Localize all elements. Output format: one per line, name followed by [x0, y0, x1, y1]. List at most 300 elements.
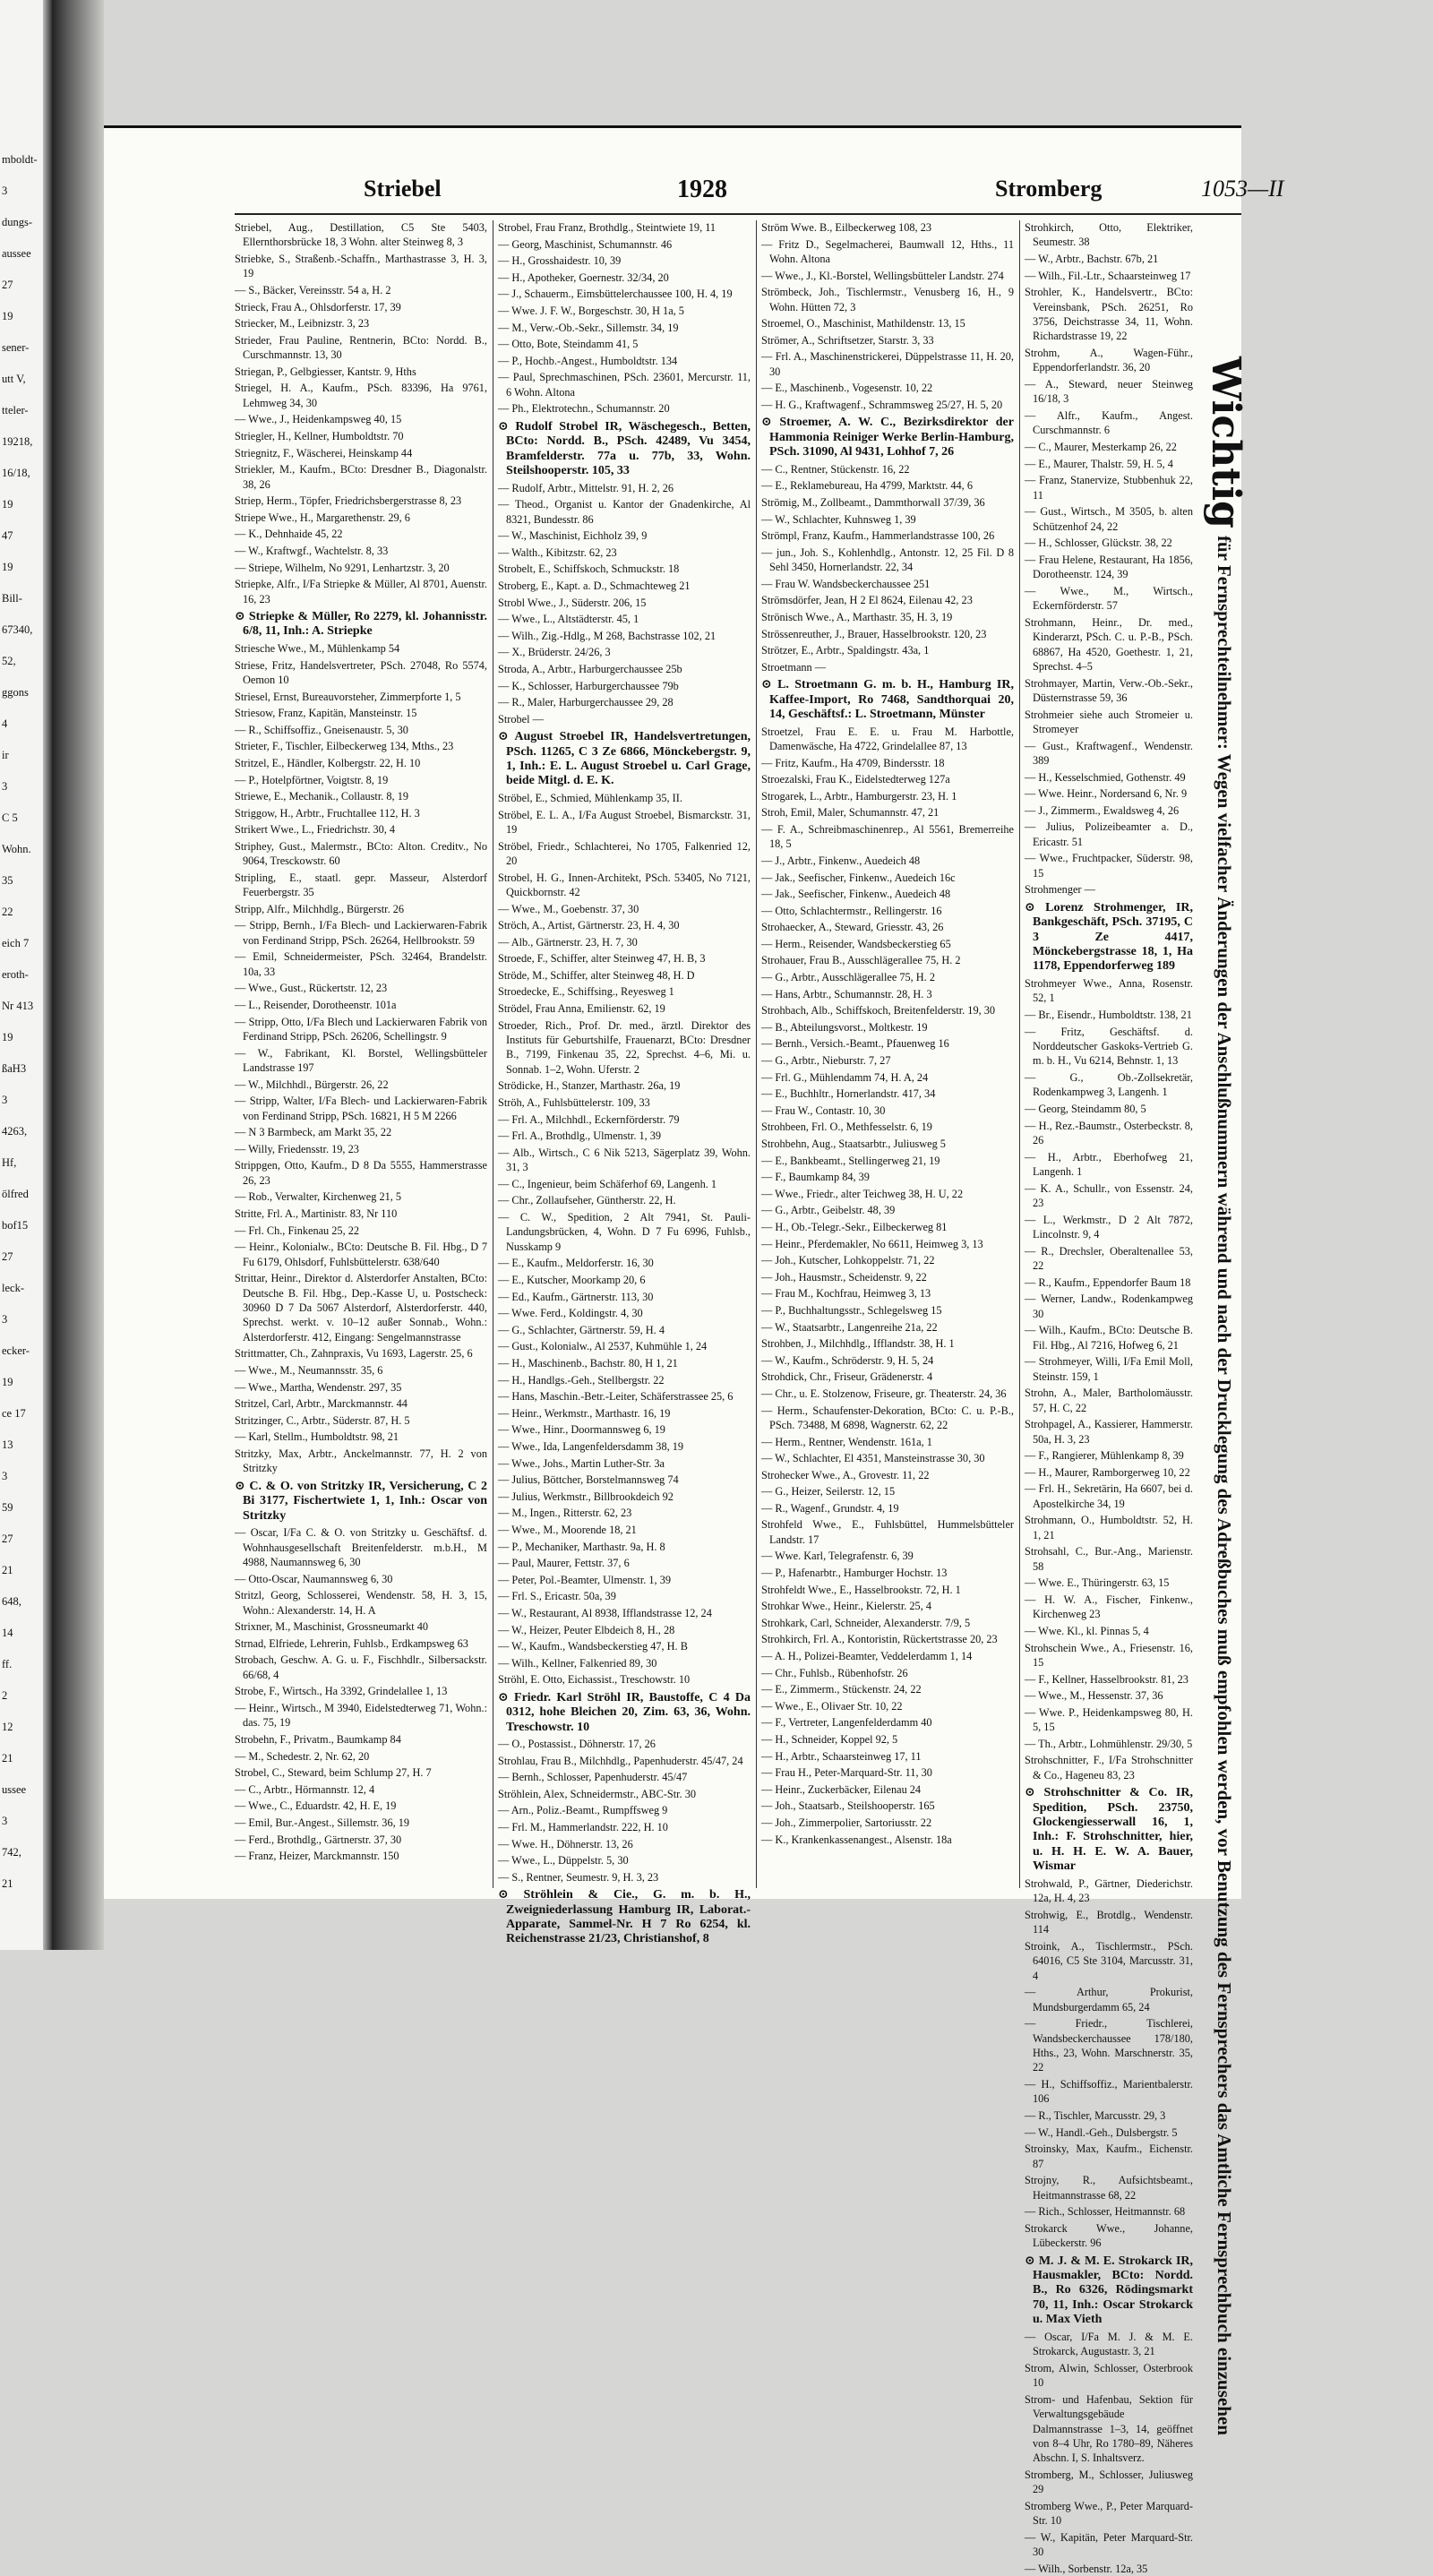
directory-entry: — G., Heizer, Seilerstr. 12, 15: [761, 1485, 896, 1498]
directory-entry: — H., Rez.-Baumstr., Osterbeckstr. 8, 26: [1025, 1119, 1193, 1146]
directory-entry: Striggow, H., Arbtr., Fruchtallee 112, H. 3: [235, 806, 420, 820]
adjacent-page-fragment: ßaH3: [2, 1062, 27, 1075]
directory-entry: — L., Werkmstr., D 2 Alt 7872, Lincolnstr. 9, 4: [1025, 1213, 1193, 1241]
directory-entry: Strohmeier siehe auch Stromeier u. Stromeyer: [1025, 708, 1193, 735]
directory-entry: Strobel —: [498, 712, 544, 726]
directory-entry: — Gust., Wirtsch., M 3505, b. alten Schützenhof 24, 22: [1025, 505, 1193, 533]
directory-entry: Strixner, M., Maschinist, Grossneumarkt 40: [235, 1620, 429, 1634]
directory-entry: Stroemel, O., Maschinist, Mathildenstr. 13, 15: [761, 317, 965, 331]
directory-entry: — Heinr., Werkmstr., Marthastr. 16, 19: [498, 1406, 671, 1420]
directory-entry: Strohler, K., Handelsvertr., BCto: Vereinsbank, PSch. 26251, Ro 3756, Deichstrasse 34, 11, Wohn. Richardstrasse 19, 22: [1025, 286, 1193, 343]
directory-entry: — Hans, Arbtr., Schumannstr. 28, H. 3: [761, 987, 932, 1000]
column-2: [498, 220, 751, 1946]
directory-entry: Strohn, A., Maler, Bartholomäusstr. 57, H. C, 22: [1025, 1387, 1193, 1414]
directory-entry: — H. G., Kraftwagenf., Schrammsweg 25/27, H. 5, 20: [761, 398, 1003, 411]
directory-entry: — H., Arbtr., Eberhofweg 21, Langenh. 1: [1025, 1150, 1193, 1178]
directory-entry: — Paul, Maurer, Fettstr. 37, 6: [498, 1557, 630, 1570]
directory-entry: — W., Fabrikant, Kl. Borstel, Wellingsbütteler Landstrasse 197: [235, 1046, 487, 1075]
directory-entry: — G., Arbtr., Ausschlägerallee 75, H. 2: [761, 971, 935, 984]
directory-entry: — Wilh., Sorbenstr. 12a, 35: [1025, 2563, 1148, 2576]
directory-entry: — L., Reisender, Dorotheenstr. 101a: [235, 999, 397, 1012]
directory-entry: Stritzinger, C., Arbtr., Süderstr. 87, H. 5: [235, 1413, 410, 1427]
directory-entry: Strömbeck, Joh., Tischlermstr., Venusberg 16, H., 9 Wohn. Hütten 72, 3: [761, 286, 1014, 313]
directory-entry: — Wwe. Heinr., Nordersand 6, Nr. 9: [1025, 787, 1188, 801]
directory-entry: Stripling, E., staatl. gepr. Masseur, Alsterdorf Feuerbergstr. 35: [235, 871, 487, 899]
directory-entry: — Willy, Friedensstr. 19, 23: [235, 1142, 359, 1155]
directory-entry: — Wwe. J. F. W., Borgeschstr. 30, H 1a, 5: [498, 304, 684, 317]
directory-entry: Ströbel, Friedr., Schlachterei, No 1705, Falkenried 12, 20: [498, 839, 751, 867]
directory-entry: Striewe, E., Mechanik., Collaustr. 8, 19: [235, 790, 408, 803]
directory-entry: — E., Reklamebureau, Ha 4799, Marktstr. 44, 6: [761, 479, 973, 493]
directory-entry: Ströde, M., Schiffer, alter Steinweg 48, H. D: [498, 968, 695, 982]
directory-entry: Strohecker Wwe., A., Grovestr. 11, 22: [761, 1468, 930, 1481]
directory-entry: Striegel, H. A., Kaufm., PSch. 83396, Ha 9761, Lehmweg 34, 30: [235, 382, 487, 409]
directory-entry: Striepe Wwe., H., Margarethenstr. 29, 6: [235, 511, 410, 524]
directory-entry: — Ph., Elektrotechn., Schumannstr. 20: [498, 402, 670, 416]
directory-entry: — Wwe., Martha, Wendenstr. 297, 35: [235, 1380, 402, 1394]
directory-entry: — P., Mechaniker, Marthastr. 9a, H. 8: [498, 1540, 665, 1553]
adjacent-page-fragment: 47: [2, 529, 13, 542]
directory-entry: — Julius, Werkmstr., Billbrookdeich 92: [498, 1490, 674, 1503]
directory-entry: — H., Kesselschmied, Gothenstr. 49: [1025, 770, 1186, 784]
directory-entry: — F., Rangierer, Mühlenkamp 8, 39: [1025, 1449, 1184, 1463]
adjacent-page-fragment: 27: [2, 1250, 13, 1263]
directory-entry: — Heinr., Zuckerbäcker, Eilenau 24: [761, 1782, 922, 1796]
notice-lead: Wichtig: [1203, 356, 1249, 528]
directory-entry: — Herm., Schaufenster-Dekoration, BCto: C. u. P.-B., PSch. 73488, M 6898, Wagnerstr. 62, 22: [761, 1404, 1014, 1431]
directory-entry: — F., Baumkamp 84, 39: [761, 1171, 870, 1184]
directory-entry: — W., Handl.-Geh., Dulsbergstr. 5: [1025, 2125, 1178, 2139]
adjacent-page-fragment: 19: [2, 310, 13, 322]
adjacent-page-fragment: 19: [2, 561, 13, 573]
directory-entry: — C. W., Spedition, 2 Alt 7941, St. Pauli-Landungsbrücken, 4, Wohn. D 7 Fu 6996, Fuhlsb., Nusskamp 9: [498, 1211, 751, 1253]
page-header: [104, 176, 1284, 215]
directory-entry: — H., Arbtr., Schaarsteinweg 17, 11: [761, 1749, 922, 1763]
directory-entry: — P., Hafenarbtr., Hamburger Hochstr. 13: [761, 1567, 948, 1580]
directory-entry: — H. W. A., Fischer, Finkenw., Kirchenweg 23: [1025, 1593, 1193, 1621]
adjacent-page-fragment: aussee: [2, 247, 31, 260]
adjacent-page-fragment: sener-: [2, 341, 30, 354]
directory-entry: Strömpl, Franz, Kaufm., Hammerlandstrasse 100, 26: [761, 529, 995, 543]
adjacent-page-fragment: 3: [2, 1313, 8, 1326]
directory-entry: — Heinr., Wirtsch., M 3940, Eidelstedterweg 71, Wohn.: das. 75, 19: [235, 1702, 487, 1730]
directory-entry: Strohmann, O., Humboldtstr. 52, H. 1, 21: [1025, 1514, 1193, 1541]
directory-entry: — E., Bankbeamt., Stellingerweg 21, 19: [761, 1154, 940, 1167]
directory-entry: Strohmeyer Wwe., Anna, Rosenstr. 52, 1: [1025, 977, 1193, 1005]
adjacent-page-fragment: 16/18,: [2, 467, 30, 479]
directory-entry: Strohm, A., Wagen-Führ., Eppendorferlandstr. 36, 20: [1025, 347, 1193, 374]
column-3: [761, 220, 1014, 1888]
directory-entry: — K., Schlosser, Harburgerchaussee 79b: [498, 679, 679, 692]
directory-entry: — P., Hochb.-Angest., Humboldtstr. 134: [498, 354, 678, 367]
adjacent-page-fragment: eroth-: [2, 968, 29, 981]
directory-entry: Striebel, Aug., Destillation, C5 Ste 5403, Ellernthorsbrücke 18, 3 Wohn. alter Steinweg 8, 3: [235, 221, 487, 249]
adjacent-page-fragment: ölfred: [2, 1188, 29, 1200]
directory-entry: — W., Heizer, Peuter Elbdeich 8, H., 28: [498, 1623, 675, 1636]
directory-entry: Strohkark, Carl, Schneider, Alexanderstr. 7/9, 5: [761, 1616, 971, 1629]
adjacent-page-fragment: 67340,: [2, 623, 33, 636]
directory-entry: — Wwe. P., Heidenkampsweg 80, H. 5, 15: [1025, 1705, 1193, 1734]
directory-entry: — C., Rentner, Stückenstr. 16, 22: [761, 462, 910, 476]
directory-entry: — H., Maurer, Ramborgerweg 10, 22: [1025, 1465, 1190, 1479]
directory-entry: — Werner, Landw., Rodenkampweg 30: [1025, 1292, 1193, 1320]
directory-entry: Ströhlein, Alex, Schneidermstr., ABC-Str. 30: [498, 1787, 697, 1800]
directory-entry: — Heinr., Pferdemakler, No 6611, Heimweg 3, 13: [761, 1237, 983, 1250]
directory-entry: Stroezalski, Frau K., Eidelstedterweg 127a: [761, 773, 950, 786]
directory-entry: — O., Postassist., Döhnerstr. 17, 26: [498, 1738, 656, 1751]
directory-entry: Stroede, F., Schiffer, alter Steinweg 47, H. B, 3: [498, 952, 706, 966]
directory-entry: — Stripp, Bernh., I/Fa Blech- und Lackierwaren-Fabrik von Ferdinand Stripp, PSch. 26264, Hellbrookstr. 59: [235, 919, 487, 947]
adjacent-page-fragment: 3: [2, 780, 8, 793]
directory-entry: Strokarck Wwe., Johanne, Lübeckerstr. 96: [1025, 2221, 1193, 2250]
directory-entry: — Striepe, Wilhelm, No 9291, Lenhartzstr. 3, 20: [235, 561, 450, 574]
directory-entry: Stroinsky, Max, Kaufm., Eichenstr. 87: [1025, 2142, 1193, 2170]
directory-entry: ⊙ August Stroebel IR, Handelsvertretungen, PSch. 11265, C 3 Ze 6866, Mönckebergstr. 9, 1, Inh.: E. L. August Stroebel u. Carl Grage, beide Mitgl. d. E. K.: [498, 730, 751, 788]
directory-entry: — K., Krankenkassenangest., Alsenstr. 18a: [761, 1833, 952, 1846]
page-edge-shadow: [43, 0, 52, 1950]
directory-entry: — Gust., Kraftwagenf., Wendenstr. 389: [1025, 739, 1193, 767]
directory-entry: — Wilh., Kellner, Falkenried 89, 30: [498, 1656, 657, 1670]
directory-entry: — Frau W., Contastr. 10, 30: [761, 1103, 886, 1117]
directory-entry: Strobelt, E., Schiffskoch, Schmuckstr. 18: [498, 562, 680, 576]
directory-entry: Stromberg, M., Schlosser, Juliusweg 29: [1025, 2469, 1193, 2496]
directory-entry: ⊙ C. & O. von Stritzky IR, Versicherung, C 2 Bi 3177, Fischertwiete 1, 1, Inh.: Oscar von Stritzky: [235, 1479, 487, 1523]
notice-text: für Fernsprechteilnehmer: Wegen vielfacher Änderungen der Anschlußnummern während und nach der Drucklegung des Adreßbuches muß empfohlen werden, vor Benutzung des Fernsprechers das Amtliche Fernsprechbuch einzusehen: [1214, 535, 1235, 2435]
directory-entry: — Arn., Poliz.-Beamt., Rumpffsweg 9: [498, 1804, 668, 1817]
directory-entry: ⊙ L. Stroetmann G. m. b. H., Hamburg IR, Kaffee-Import, Ro 7468, Sandthorquai 20, 14, Geschäftsf.: L. Stroetmann, Münster: [761, 678, 1014, 721]
directory-entry: Striep, Herm., Töpfer, Friedrichsbergerstrasse 8, 23: [235, 494, 462, 508]
directory-entry: Stritzel, Carl, Arbtr., Marckmannstr. 44: [235, 1397, 408, 1411]
directory-entry: — Herm., Rentner, Wendenstr. 161a, 1: [761, 1435, 932, 1448]
directory-entry: Stritzl, Georg, Schlosserei, Wendenstr. 58, H. 3, 15, Wohn.: Alexanderstr. 14, H. A: [235, 1589, 487, 1617]
adjacent-page-fragment: 19218,: [2, 435, 33, 448]
directory-entry: — Georg, Maschinist, Schumannstr. 46: [498, 237, 673, 251]
directory-entry: — R., Maler, Harburgerchaussee 29, 28: [498, 696, 674, 709]
header-rule: [235, 213, 1241, 215]
adjacent-page-fragment: 21: [2, 1877, 13, 1890]
directory-entry: Strohkirch, Otto, Elektriker, Seumestr. 38: [1025, 221, 1193, 249]
directory-entry: — Frl. A., Maschinenstrickerei, Düppelstrasse 11, H. 20, 30: [761, 350, 1014, 378]
directory-entry: — Frl. H., Sekretärin, Ha 6607, bei d. Apostelkirche 34, 19: [1025, 1482, 1193, 1510]
directory-entry: Strogarek, L., Arbtr., Hamburgerstr. 23, H. 1: [761, 789, 957, 803]
directory-entry: — G., Arbtr., Nieburstr. 7, 27: [761, 1054, 891, 1068]
directory-entry: — Chr., Fuhlsb., Rübenhofstr. 26: [761, 1666, 908, 1679]
directory-entry: — Walth., Kibitzstr. 62, 23: [498, 545, 617, 559]
directory-entry: — Heinr., Kolonialw., BCto: Deutsche B. Fil. Hbg., D 7 Fu 6179, Ohlsdorf, Fuhlsbüttelerstr. 638/640: [235, 1241, 487, 1268]
directory-entry: — Franz, Stanervize, Stubbenhuk 22, 11: [1025, 474, 1193, 502]
directory-entry: Strohwig, E., Brotdlg., Wendenstr. 114: [1025, 1908, 1193, 1936]
directory-entry: — Otto, Schlachtermstr., Rellingerstr. 16: [761, 904, 942, 917]
directory-entry: — Theod., Organist u. Kantor der Gnadenkirche, Al 8321, Bundesstr. 86: [498, 498, 751, 526]
directory-entry: — Stripp, Walter, I/Fa Blech- und Lackierwaren-Fabrik von Ferdinand Stripp, PSch. 16821, H 5 M 2266: [235, 1095, 487, 1122]
directory-entry: Strojny, R., Aufsichtsbeamt., Heitmannstrasse 68, 22: [1025, 2174, 1193, 2202]
directory-entry: — W., Kaufm., Wandsbeckerstieg 47, H. B: [498, 1640, 688, 1653]
directory-entry: Striphey, Gust., Malermstr., BCto: Alton. Creditv., No 9064, Tresckowstr. 60: [235, 839, 487, 868]
directory-entry: — Frau H., Peter-Marquard-Str. 11, 30: [761, 1766, 932, 1780]
directory-entry: — Joh., Staatsarb., Steilshooperstr. 165: [761, 1799, 935, 1813]
directory-entry: — Otto-Oscar, Naumannsweg 6, 30: [235, 1572, 393, 1585]
adjacent-page-fragment: bof15: [2, 1219, 29, 1232]
directory-entry: — K., Dehnhaide 45, 22: [235, 528, 343, 541]
directory-entry: — Frl. A., Brothdlg., Ulmenstr. 1, 39: [498, 1129, 662, 1143]
directory-entry: — Joh., Zimmerpolier, Sartoriusstr. 22: [761, 1816, 932, 1829]
directory-entry: — Wwe., E., Olivaer Str. 10, 22: [761, 1699, 903, 1713]
directory-entry: Strnad, Elfriede, Lehrerin, Fuhlsb., Erdkampsweg 63: [235, 1636, 468, 1650]
adjacent-page-fragment: 12: [2, 1721, 13, 1733]
directory-entry: Strohmayer, Martin, Verw.-Ob.-Sekr., Düsternstrasse 59, 36: [1025, 676, 1193, 704]
directory-entry: — W., Milchhdl., Bürgerstr. 26, 22: [235, 1078, 389, 1091]
directory-entry: — Oscar, I/Fa M. J. & M. E. Strokarck, Augustastr. 3, 21: [1025, 2330, 1193, 2358]
directory-entry: — Wwe., J., Kl.-Borstel, Wellingsbütteler Landstr. 274: [761, 269, 1004, 282]
directory-entry: Strobel, C., Steward, beim Schlump 27, H. 7: [235, 1766, 432, 1780]
directory-entry: Strohbeen, Frl. O., Methfesselstr. 6, 19: [761, 1121, 932, 1134]
directory-entry: Striesow, Franz, Kapitän, Mansteinstr. 15: [235, 707, 417, 720]
directory-entry: Stritte, Frl. A., Martinistr. 83, Nr 110: [235, 1207, 398, 1221]
directory-entry: — Emil, Schneidermeister, PSch. 32464, Brandelstr. 10a, 33: [235, 950, 487, 978]
directory-entry: — A., Steward, neuer Steinweg 16/18, 3: [1025, 378, 1193, 406]
directory-entry: — W., Kraftwgf., Wachtelstr. 8, 33: [235, 544, 389, 557]
directory-entry: — H., Apotheker, Goernestr. 32/34, 20: [498, 270, 669, 284]
directory-entry: — Alb., Gärtnerstr. 23, H. 7, 30: [498, 935, 638, 949]
directory-entry: Strohfeldt Wwe., E., Hasselbrookstr. 72, H. 1: [761, 1583, 961, 1596]
directory-entry: Stromberg Wwe., P., Peter Marquard-Str. 10: [1025, 2500, 1193, 2528]
directory-entry: — Wwe., L., Düppelstr. 5, 30: [498, 1854, 629, 1868]
directory-entry: Striebke, S., Straßenb.-Schaffn., Marthastrasse 3, H. 3, 19: [235, 253, 487, 280]
directory-entry: Strittmatter, Ch., Zahnpraxis, Vu 1693, Lagerstr. 25, 6: [235, 1347, 473, 1361]
directory-entry: Strohbach, Alb., Schiffskoch, Breitenfelderstr. 19, 30: [761, 1004, 996, 1018]
directory-entry: Stroh, Emil, Maler, Schumannstr. 47, 21: [761, 806, 940, 820]
directory-entry: — Frl. G., Mühlendamm 74, H. A, 24: [761, 1070, 929, 1084]
directory-entry: Strittar, Heinr., Direktor d. Alsterdorfer Anstalten, BCto: Deutsche B. Fil. Hbg., Dep.-Kasse U, u. Postscheck: 30960 D 7 Da 5067 Alsterdorf, Alsterdorferstr. 440, Sprechst. werkt. v. 10–12 außer Sonnab., Wohn.: Alsterdorferstr. 412, Eingang: Sengelmannstrasse: [235, 1272, 487, 1344]
directory-entry: Striesche Wwe., M., Mühlenkamp 54: [235, 641, 400, 655]
directory-entry: — Karl, Stellm., Humboldtstr. 98, 21: [235, 1430, 399, 1444]
directory-entry: — Rudolf, Arbtr., Mittelstr. 91, H. 2, 26: [498, 481, 674, 494]
directory-entry: Strohwald, P., Gärtner, Diederichstr. 12a, H. 4, 23: [1025, 1876, 1193, 1905]
directory-entry: — Wwe., Hinr., Doormannsweg 6, 19: [498, 1423, 665, 1437]
directory-entry: — Otto, Bote, Steindamm 41, 5: [498, 338, 639, 351]
adjacent-page-fragment: 3: [2, 1815, 8, 1827]
directory-entry: Strohschnitter, F., I/Fa Strohschnitter & Co., Hageneu 83, 23: [1025, 1754, 1193, 1782]
adjacent-page-fragment: 21: [2, 1752, 13, 1765]
directory-entry: Strödicke, H., Stanzer, Marthastr. 26a, 19: [498, 1079, 681, 1093]
directory-entry: Ströbel, E. L. A., I/Fa August Stroebel, Bismarckstr. 31, 19: [498, 808, 751, 836]
directory-entry: Strom, Alwin, Schlosser, Osterbrook 10: [1025, 2361, 1193, 2390]
directory-entry: — Paul, Sprechmaschinen, PSch. 23601, Mercurstr. 11, 6 Wohn. Altona: [498, 371, 751, 399]
directory-entry: — S., Rentner, Seumestr. 9, H. 3, 23: [498, 1870, 659, 1884]
directory-entry: — Joh., Kutscher, Lohkoppelstr. 71, 22: [761, 1254, 935, 1267]
directory-entry: — H., Schneider, Koppel 92, 5: [761, 1733, 898, 1746]
directory-entry: — R., Wagenf., Grundstr. 4, 19: [761, 1501, 899, 1515]
directory-entry: Strömsdörfer, Jean, H 2 El 8624, Eilenau 42, 23: [761, 594, 973, 607]
directory-entry: — Alfr., Kaufm., Angest. Curschmannstr. 6: [1025, 409, 1193, 437]
directory-entry: Stroeder, Rich., Prof. Dr. med., ärztl. Direktor des Instituts für Geburtshilfe, Frauenarzt, BCto: Dresdner B., 7199, Finkenau 35, 22, Sprechst. 4–6, Mi. u. Sonnab. 1–2, Wohn. Uferstr. 2: [498, 1018, 751, 1076]
directory-entry: Strömig, M., Zollbeamt., Dammthorwall 37/39, 36: [761, 495, 985, 509]
header-year: 1928: [677, 176, 727, 203]
adjacent-page-fragment: 59: [2, 1501, 13, 1514]
directory-entry: Striegan, P., Gelbgiesser, Kantstr. 9, Hths: [235, 365, 416, 378]
adjacent-page-fragment: Bill-: [2, 592, 22, 605]
directory-entry: — Wwe., Gust., Rückertstr. 12, 23: [235, 982, 388, 995]
directory-entry: ⊙ M. J. & M. E. Strokarck IR, Hausmakler, BCto: Nordd. B., Ro 6326, Rödingsmarkt 70, 11, Inh.: Oscar Strokarck u. Max Vieth: [1025, 2254, 1193, 2327]
directory-entry: Strohben, J., Milchhdlg., Ifflandstr. 38, H. 1: [761, 1337, 955, 1351]
directory-entry: — P., Hotelpförtner, Voigtstr. 8, 19: [235, 773, 389, 786]
adjacent-page-fragment: eich 7: [2, 937, 30, 949]
directory-entry: — Wwe., M., Goebenstr. 37, 30: [498, 902, 639, 915]
directory-entry: — J., Schauerm., Eimsbüttelerchaussee 100, H. 4, 19: [498, 288, 733, 301]
directory-entry: — Chr., u. E. Stolzenow, Friseure, gr. Theaterstr. 24, 36: [761, 1387, 1007, 1400]
directory-entry: — M., Verw.-Ob.-Sekr., Sillemstr. 34, 19: [498, 321, 679, 334]
directory-entry: — Jak., Seefischer, Finkenw., Auedeich 16c: [761, 871, 956, 884]
directory-entry: — Herm., Reisender, Wandsbeckerstieg 65: [761, 937, 951, 950]
directory-entry: — M., Schedestr. 2, Nr. 62, 20: [235, 1749, 370, 1763]
column-divider: [1019, 220, 1020, 1888]
directory-entry: — Alb., Wirtsch., C 6 Nik 5213, Sägerplatz 39, Wohn. 31, 3: [498, 1146, 751, 1174]
directory-entry: Strobel, Frau Franz, Brothdlg., Steintwiete 19, 11: [498, 221, 716, 234]
directory-entry: Stroberg, E., Kapt. a. D., Schmachteweg 21: [498, 579, 691, 592]
directory-entry: — Gust., Kolonialw., Al 2537, Kuhmühle 1, 24: [498, 1340, 708, 1353]
directory-entry: Strieter, F., Tischler, Eilbeckerweg 134, Mths., 23: [235, 740, 454, 753]
adjacent-page-fragment: 27: [2, 279, 13, 291]
directory-entry: — Arthur, Prokurist, Mundsburgerdamm 65, 24: [1025, 1986, 1193, 2014]
directory-entry: — E., Kutscher, Moorkamp 20, 6: [498, 1274, 646, 1287]
directory-entry: Strohauer, Frau B., Ausschlägerallee 75, H. 2: [761, 954, 961, 967]
directory-entry: Ströch, A., Artist, Gärtnerstr. 23, H. 4, 30: [498, 919, 680, 932]
header-first-name: Striebel: [364, 176, 442, 202]
directory-entry: — Wilh., Kaufm., BCto: Deutsche B. Fil. Hbg., Al 7216, Hofweg 6, 21: [1025, 1324, 1193, 1352]
directory-entry: Stritzel, E., Händler, Kolbergstr. 22, H. 10: [235, 756, 421, 769]
directory-entry: Strohmann, Heinr., Dr. med., Kinderarzt, PSch. C. u. P.-B., PSch. 68867, Ha 4520, Goethestr. 1, 21, Sprechst. 4–5: [1025, 615, 1193, 673]
directory-entry: — W., Schlachter, Kuhnsweg 1, 39: [761, 512, 916, 526]
directory-entry: — G., Ob.-Zollsekretär, Rodenkampweg 3, Langenh. 1: [1025, 1071, 1193, 1099]
directory-entry: Stroedecke, E., Schiffsing., Reyesweg 1: [498, 985, 674, 999]
directory-entry: Stritzky, Max, Arbtr., Anckelmannstr. 77, H. 2 von Stritzky: [235, 1447, 487, 1475]
directory-entry: — C., Ingenieur, beim Schäferhof 69, Langenh. 1: [498, 1177, 717, 1190]
directory-entry: — Stripp, Otto, I/Fa Blech und Lackierwaren Fabrik von Ferdinand Stripp, PSch. 26206, Schellingstr. 9: [235, 1015, 487, 1043]
directory-entry: Striegnitz, F., Wäscherei, Heinskamp 44: [235, 446, 413, 459]
directory-entry: — Wwe., M., Hessenstr. 37, 36: [1025, 1689, 1163, 1703]
directory-entry: — Franz, Heizer, Marckmannstr. 150: [235, 1850, 399, 1863]
adjacent-page-fragment: 3: [2, 185, 8, 197]
directory-entry: — Wwe. Ferd., Koldingstr. 4, 30: [498, 1307, 643, 1320]
directory-entry: — X., Brüderstr. 24/26, 3: [498, 646, 611, 659]
adjacent-page-fragment: 19: [2, 498, 13, 511]
directory-entry: ⊙ Lorenz Strohmenger, IR, Bankgeschäft, PSch. 37195, C 3 Ze 4417, Mönckebergstrasse 18, 1, Ha 1178, Eppendorferweg 189: [1025, 900, 1193, 974]
directory-entry: — E., Buchhltr., Hornerlandstr. 417, 34: [761, 1087, 936, 1101]
adjacent-page-strip: [0, 0, 52, 1950]
top-rule: [104, 125, 1241, 128]
directory-entry: — Ferd., Brothdlg., Gärtnerstr. 37, 30: [235, 1833, 402, 1846]
adjacent-page-fragment: 13: [2, 1438, 13, 1451]
directory-entry: — Oscar, I/Fa C. & O. von Stritzky u. Geschäftsf. d. Wohnhausgesellschaft Breitenfelderstr. m.b.H., M 4988, Naumannsweg 6, 30: [235, 1526, 487, 1569]
directory-entry: Stroda, A., Arbtr., Harburgerchaussee 25b: [498, 662, 682, 675]
directory-entry: — E., Zimmerm., Stückenstr. 24, 22: [761, 1683, 922, 1696]
directory-entry: — Wwe., L., Altstädterstr. 45, 1: [498, 613, 639, 626]
directory-entry: Stripp, Alfr., Milchhdlg., Bürgerstr. 26: [235, 902, 405, 915]
directory-entry: — B., Abteilungsvorst., Moltkestr. 19: [761, 1020, 928, 1034]
directory-entry: — H., Maschinenb., Bachstr. 80, H 1, 21: [498, 1357, 678, 1370]
directory-entry: Striecker, M., Leibnizstr. 3, 23: [235, 317, 370, 331]
directory-entry: — R., Drechsler, Oberaltenallee 53, 22: [1025, 1244, 1193, 1272]
adjacent-page-fragment: leck-: [2, 1282, 24, 1294]
directory-entry: Strom- und Hafenbau, Sektion für Verwaltungsgebäude Dalmannstrasse 1–3, 14, geöffnet von 8–4 Uhr, Ro 1780–89, Näheres Abschn. I, S. Inhaltsverz.: [1025, 2392, 1193, 2465]
directory-entry: — Wwe. Karl, Telegrafenstr. 6, 39: [761, 1550, 914, 1563]
directory-entry: Stroetzel, Frau E. E. u. Frau M. Harbottle, Damenwäsche, Ha 4722, Grindelallee 87, 13: [761, 725, 1014, 752]
directory-entry: — W., Schlachter, El 4351, Mansteinstrasse 30, 30: [761, 1452, 985, 1465]
directory-entry: — Strohmeyer, Willi, I/Fa Emil Moll, Steinstr. 159, 1: [1025, 1355, 1193, 1383]
directory-entry: — F., Kellner, Hasselbrookstr. 81, 23: [1025, 1672, 1188, 1686]
adjacent-page-fragment: tteler-: [2, 404, 29, 416]
directory-entry: Strohfeld Wwe., E., Fuhlsbüttel, Hummelsbütteler Landstr. 17: [761, 1518, 1014, 1546]
directory-entry: ⊙ Strohschnitter & Co. IR, Spedition, PSch. 23750, Glockengiesserwall 16, 1, Inh.: F. Strohschnitter, hier, u. H. H. E. W. A. Bauer, Wismar: [1025, 1786, 1193, 1874]
directory-entry: — Julius, Polizeibeamter a. D., Ericastr. 51: [1025, 820, 1193, 848]
directory-entry: — A. H., Polizei-Beamter, Veddelerdamm 1, 14: [761, 1650, 973, 1663]
directory-entry: — Wwe., Ida, Langenfeldersdamm 38, 19: [498, 1439, 684, 1453]
adjacent-page-fragment: 27: [2, 1533, 13, 1545]
directory-entry: — H., Schlosser, Glückstr. 38, 22: [1025, 537, 1172, 550]
directory-entry: — Frl. S., Ericastr. 50a, 39: [498, 1590, 616, 1603]
directory-entry: Strömer, A., Schriftsetzer, Starstr. 3, 33: [761, 333, 934, 347]
directory-entry: Strobehn, F., Privatm., Baumkamp 84: [235, 1733, 401, 1746]
adjacent-page-fragment: Hf,: [2, 1156, 17, 1169]
directory-entry: — Wwe., Johs., Martin Luther-Str. 3a: [498, 1456, 665, 1470]
directory-entry: Strobel, H. G., Innen-Architekt, PSch. 53405, No 7121, Quickbornstr. 42: [498, 871, 751, 898]
directory-entry: — W., Maschinist, Eichholz 39, 9: [498, 529, 648, 543]
directory-entry: — Wwe., Friedr., alter Teichweg 38, H. U, 22: [761, 1187, 964, 1200]
directory-entry: — J., Arbtr., Finkenw., Auedeich 48: [761, 854, 921, 867]
adjacent-page-fragment: ff.: [2, 1658, 13, 1670]
directory-entry: Strieck, Frau A., Ohlsdorferstr. 17, 39: [235, 300, 401, 313]
directory-entry: — Frl. M., Hammerlandstr. 222, H. 10: [498, 1821, 668, 1834]
directory-entry: ⊙ Friedr. Karl Ströhl IR, Baustoffe, C 4 Da 0312, hohe Bleichen 20, Zim. 63, 36, Wohn. Treschowstr. 10: [498, 1690, 751, 1734]
adjacent-page-fragment: 35: [2, 874, 13, 887]
directory-entry: — Frl. A., Milchhdl., Eckernförderstr. 79: [498, 1112, 680, 1126]
directory-entry: — Julius, Böttcher, Borstelmannsweg 74: [498, 1473, 679, 1487]
adjacent-page-fragment: utt V,: [2, 373, 26, 385]
directory-entry: Strönisch Wwe., A., Marthastr. 35, H. 3, 19: [761, 610, 953, 623]
directory-page: [104, 125, 1284, 2576]
directory-entry: — W., Staatsarbtr., Langenreihe 21a, 22: [761, 1320, 938, 1334]
directory-entry: — N 3 Barmbeck, am Markt 35, 22: [235, 1126, 392, 1139]
directory-entry: — F. A., Schreibmaschinenrep., Al 5561, Bremerreihe 18, 5: [761, 822, 1014, 851]
column-1: [235, 220, 487, 1888]
adjacent-page-fragment: mboldt-: [2, 153, 38, 166]
directory-entry: — Wwe., M., Moorende 18, 21: [498, 1523, 637, 1536]
directory-entry: — E., Maschinenb., Vogesenstr. 10, 22: [761, 382, 933, 395]
directory-entry: — Joh., Hausmstr., Scheidenstr. 9, 22: [761, 1270, 927, 1284]
directory-entry: — Frau Helene, Restaurant, Ha 1856, Dorotheenstr. 124, 39: [1025, 553, 1193, 581]
directory-entry: — Wilh., Fil.-Ltr., Schaarsteinweg 17: [1025, 269, 1191, 282]
directory-entry: Strohsahl, C., Bur.-Ang., Marienstr. 58: [1025, 1545, 1193, 1573]
adjacent-page-fragment: 742,: [2, 1846, 21, 1859]
directory-entry: — H., Grosshaidestr. 10, 39: [498, 254, 622, 268]
adjacent-page-fragment: 19: [2, 1031, 13, 1043]
directory-entry: — W., Kaufm., Schröderstr. 9, H. 5, 24: [761, 1353, 934, 1367]
directory-entry: Strohmenger —: [1025, 883, 1095, 897]
directory-entry: Ströh, A., Fuhlsbüttelerstr. 109, 33: [498, 1096, 650, 1110]
column-divider: [756, 220, 757, 1888]
directory-entry: Strohpagel, A., Kassierer, Hammerstr. 50a, H. 3, 23: [1025, 1418, 1193, 1446]
directory-entry: Strohkar Wwe., Heinr., Kielerstr. 25, 4: [761, 1600, 931, 1613]
directory-entry: — Br., Eisendr., Humboldtstr. 138, 21: [1025, 1009, 1192, 1021]
directory-entry: — Chr., Zollaufseher, Güntherstr. 22, H.: [498, 1194, 676, 1207]
adjacent-page-fragment: 4263,: [2, 1125, 28, 1138]
directory-entry: — G., Arbtr., Geibelstr. 48, 39: [761, 1204, 896, 1217]
directory-entry: Striegler, H., Kellner, Humboldtstr. 70: [235, 429, 404, 442]
directory-entry: — Wwe., C., Eduardstr. 42, H. E, 19: [235, 1799, 397, 1813]
directory-entry: Strobach, Geschw. A. G. u. F., Fischhdlr., Silbersackstr. 66/68, 4: [235, 1653, 487, 1681]
directory-entry: — W., Arbtr., Bachstr. 67b, 21: [1025, 253, 1159, 265]
directory-entry: — Wwe., Fruchtpacker, Süderstr. 98, 15: [1025, 852, 1193, 880]
